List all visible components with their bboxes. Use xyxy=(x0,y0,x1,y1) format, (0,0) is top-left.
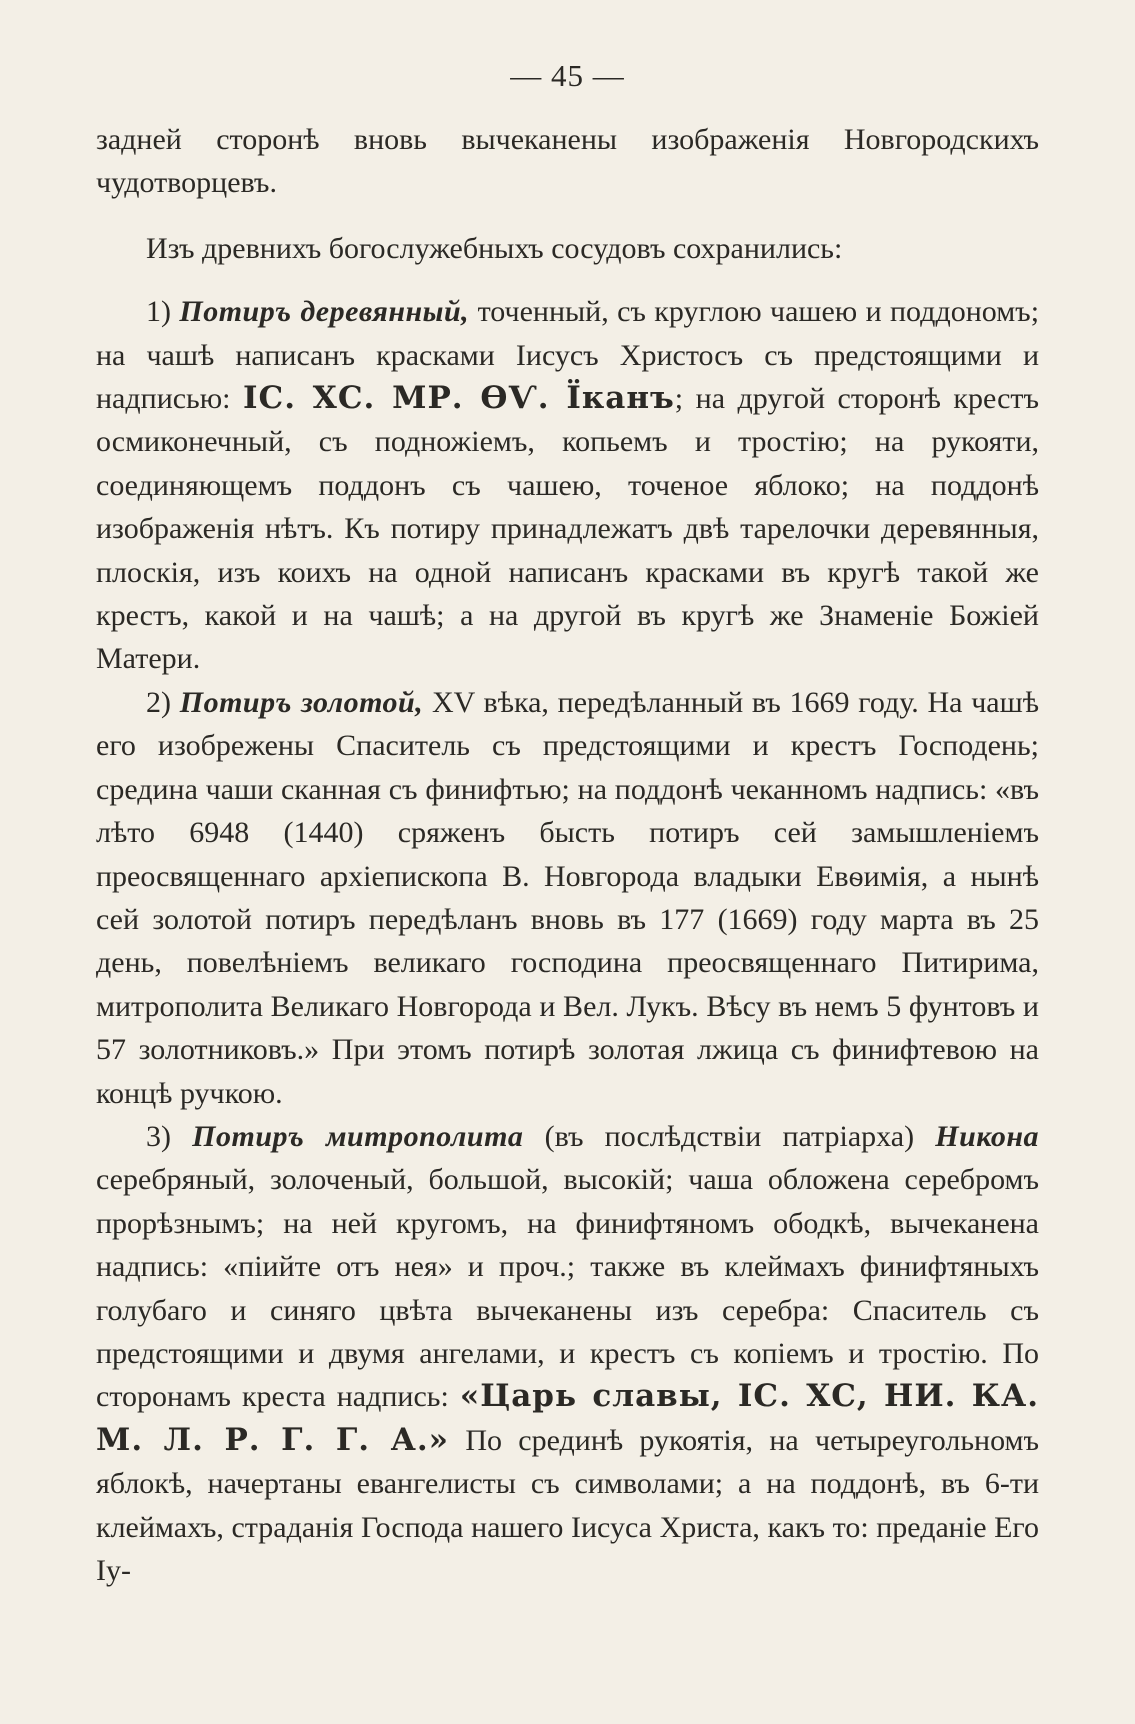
item-1-text-b: ; на другой сторонѣ крестъ осмиконечный, съ подножіемъ, копьемъ и тростію; на рукояти, соединяющемъ поддонъ съ чашею, точеное яблоко; на поддонѣ изображенія нѣтъ. Къ потиру принадлежатъ двѣ тарелочки деревянныя, плоскія, изъ коихъ на одной написанъ красками въ кругѣ такой же крестъ, какой и на чашѣ; а на другой въ кругѣ же Знаменіе Божіей Матери. xyxy=(96,382,1040,676)
item-3 xyxy=(96,1115,1039,1592)
item-2-number: 2) xyxy=(146,685,171,719)
item-3-number: 3) xyxy=(146,1119,171,1153)
item-3-slavonic-inscription: «Царь славы, ІС. ХС, НИ. КА. М. Л. Р. Г. Г. А.» xyxy=(96,1378,1040,1458)
item-3-title: Потиръ митрополита xyxy=(192,1119,524,1153)
paragraph-continued: задней сторонѣ вновь вычеканены изображенія Новгородскихъ чудотворцевъ. xyxy=(96,123,1039,200)
item-3-text-b: серебряный, золоченый, большой, высокій; чаша обложена серебромъ прорѣзнымъ; на ней кругомъ, на финифтяномъ ободкѣ, вычеканена надпись: «піийте отъ нея» и проч.; также въ клеймахъ финифтяныхъ голубаго и синяго цвѣта вычеканены изъ серебра: Спаситель съ предстоящими и двумя ангелами, и крестъ съ копіемъ и тростію. По сторонамъ креста надпись: xyxy=(96,1163,1039,1414)
page-number: — 45 — xyxy=(510,58,625,93)
item-2-title: Потиръ золотой, xyxy=(179,685,424,719)
item-3-text-c: По срединѣ рукоятія, на четыреугольномъ яблокѣ, начертаны евангелисты съ символами; а на поддонѣ, въ 6-ти клеймахъ, страданія Господа нашего Іисуса Христа, какъ то: преданіе Его Іу- xyxy=(96,1423,1040,1587)
paragraph-intro: Изъ древнихъ богослужебныхъ сосудовъ сохранились: xyxy=(146,231,843,265)
item-2 xyxy=(96,681,1039,1115)
item-3-text-a: (въ послѣдствіи патріарха) xyxy=(544,1119,915,1153)
item-3-title-2: Никона xyxy=(935,1119,1040,1153)
item-1-slavonic-inscription: ІС. ХС. МР. ѲѴ. Їканъ xyxy=(243,380,675,417)
item-2-text: XV вѣка, передѣланный въ 1669 году. На чашѣ его изобрежены Спаситель съ предстоящими и крестъ Господень; средина чаши сканная съ финифтью; на поддонѣ чеканномъ надпись: «въ лѣто 6948 (1440) сряженъ бысть потиръ сей замышленіемъ преосвященнаго архіепископа В. Новгорода владыки Евѳимія, а нынѣ сей золотой потиръ передѣланъ вновь въ 177 (1669) году марта въ 25 день, повелѣніемъ великаго господина преосвященнаго Питирима, митрополита Великаго Новгорода и Вел. Лукъ. Вѣсу въ немъ 5 фунтовъ и 57 золотниковъ.» При этомъ потирѣ золотая лжица съ финифтевою на концѣ ручкою. xyxy=(96,685,1040,1110)
item-1-title: Потиръ деревянный, xyxy=(179,295,470,329)
item-1-text-a: точенный, съ круглою чашею и поддономъ; на чашѣ написанъ красками Іисусъ Христосъ съ предстоящими и надписью: xyxy=(96,295,1040,416)
item-1 xyxy=(96,290,1039,681)
item-1-number: 1) xyxy=(146,295,171,329)
body-text xyxy=(96,118,1039,1592)
